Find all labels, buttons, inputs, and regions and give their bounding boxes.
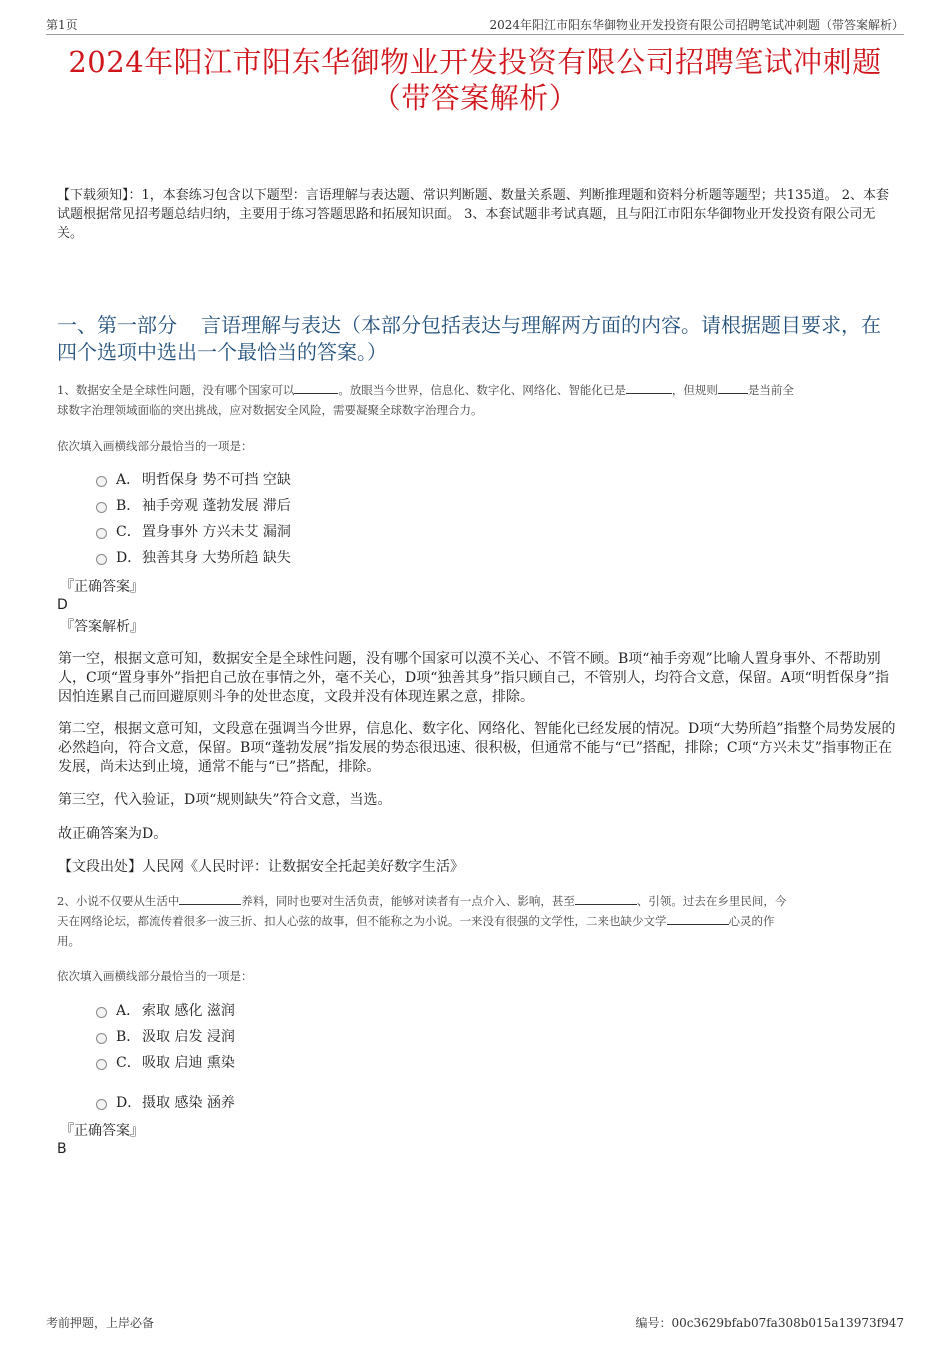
radio-icon[interactable]: [96, 554, 107, 565]
q1-answer-label: 『正确答案』: [60, 579, 144, 595]
q1-analysis-para-1: 第一空，根据文意可知，数据安全是全球性问题，没有哪个国家可以漠不关心、不管不顾。B项“袖手旁观”比喻人置身事外、不帮助别人，C项“置身事外”指把自己放在事情之外，毫不关心，D项“独善其身”指只顾自己，不管别人，均符合文意，保留。A项“明哲保身”指因怕连累自己而回避原则斗争的处世态度，文段并没有体现连累之意，排除。: [58, 651, 889, 705]
blank-2: [626, 381, 672, 394]
section-description: 言语理解与表达（本部分包括表达与理解两方面的内容。请根据题目要求，在四个选项中选出一个最恰当的答案。）: [57, 313, 881, 364]
header-doc-title: 2024年阳江市阳东华御物业开发投资有限公司招聘笔试冲刺题（带答案解析）: [489, 18, 904, 32]
document-title-line1: 2024年阳江市阳东华御物业开发投资有限公司招聘笔试冲刺题: [68, 45, 882, 79]
q2-option-d[interactable]: D．摄取 感染 涵养: [96, 1092, 235, 1114]
page-header: [46, 14, 904, 35]
download-notice: 【下载须知】：1，本套练习包含以下题型：言语理解与表达题、常识判断题、数量关系题、判断推理题和资料分析题等题型；共135道。 2、本套试题根据常见招考题总结归纳，主要用于练习答题思路和拓展知识面。 3、本套试题非考试真题，且与阳江市阳东华御物业开发投资有限公司无关。: [57, 188, 889, 241]
document-title-line2: （带答案解析）: [371, 81, 579, 115]
radio-icon[interactable]: [96, 1099, 107, 1110]
q1-option-b[interactable]: B． 袖手旁观 蓬勃发展 滞后: [96, 495, 291, 517]
radio-icon[interactable]: [96, 502, 107, 513]
footer-doc-id: 编号：00c3629bfab07fa308b015a13973f947: [635, 1316, 904, 1330]
question-1-instruction: 依次填入画横线部分最恰当的一项是：: [57, 439, 253, 453]
blank-2: [575, 892, 637, 905]
radio-icon[interactable]: [96, 1007, 107, 1018]
question-2-instruction: 依次填入画横线部分最恰当的一项是：: [57, 969, 253, 983]
q2-option-b[interactable]: B． 汲取 启发 浸润: [96, 1026, 235, 1048]
q1-analysis-para-4: 故正确答案为D。: [58, 826, 168, 842]
q2-answer: B: [57, 1141, 67, 1157]
q1-analysis-para-2: 第二空，根据文意可知，文段意在强调当今世界，信息化、数字化、网络化、智能化已经发展的情况。D项“大势所趋”指整个局势发展的必然趋向，符合文意，保留。B项“蓬勃发展”指发展的势态很迅速、很积极，但通常不能与“已”搭配，排除；C项“方兴未艾”指事物正在发展，尚未达到止境，通常不能与“已”搭配，排除。: [58, 721, 896, 775]
document-title: [40, 44, 910, 116]
q1-option-d[interactable]: D．独善其身 大势所趋 缺失: [96, 547, 291, 569]
blank-1: [179, 892, 241, 905]
radio-icon[interactable]: [96, 528, 107, 539]
section-part: 一、第一部分: [57, 313, 177, 337]
q2-option-c[interactable]: C．吸取 启迪 熏染: [96, 1052, 235, 1074]
section-title: [57, 312, 899, 366]
q1-analysis-label: 『答案解析』: [60, 619, 144, 635]
radio-icon[interactable]: [96, 476, 107, 487]
q1-answer: D: [57, 597, 68, 613]
q1-source: 【文段出处】人民网《人民时评：让数据安全托起美好数字生活》: [58, 859, 464, 875]
footer-slogan: 考前押题，上岸必备: [46, 1316, 155, 1330]
radio-icon[interactable]: [96, 1059, 107, 1070]
q1-analysis-para-3: 第三空，代入验证，D项“规则缺失”符合文意，当选。: [58, 792, 392, 808]
q2-option-a[interactable]: A． 索取 感化 滋润: [96, 1000, 235, 1022]
radio-icon[interactable]: [96, 1033, 107, 1044]
q2-answer-label: 『正确答案』: [60, 1123, 144, 1139]
blank-3: [667, 912, 729, 925]
blank-1: [294, 381, 338, 394]
page-number: 第1页: [46, 18, 78, 32]
question-1-text: 1、数据安全是全球性问题，没有哪个国家可以 。放眼当今世界，信息化、数字化、网络化、智能化已是 ，但规则 是当前全 球数字治理领域面临的突出挑战，应对数据安全风险，需要凝聚全球数字治理合力。: [57, 383, 794, 417]
blank-3: [718, 381, 748, 394]
q1-option-c[interactable]: C．置身事外 方兴未艾 漏洞: [96, 521, 291, 543]
question-2-body: 2、小说不仅要从生活中 养料，同时也要对生活负责，能够对读者有一点介入、影响，甚至 、引领。过去在乡里民间，今 天在网络论坛，都流传着很多一波三折、扣人心弦的故事，但不能称之为小说。一来没有很强的文学性，二来也缺少文学 心灵的作 用。: [57, 894, 787, 948]
q1-option-a[interactable]: A． 明哲保身 势不可挡 空缺: [96, 469, 291, 491]
